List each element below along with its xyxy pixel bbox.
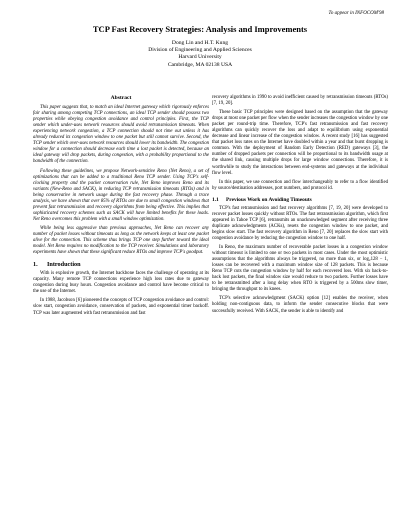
body-paragraph: TCP's selective acknowledgment (SACK) option [12] enables the receiver, when holding non-contiguous data, to inform the sender consecutive blocks that were successfully received. With SACK, the sender is able to identify and <box>212 296 388 314</box>
subsection-heading <box>212 197 388 203</box>
body-paragraph: recovery algorithms in 1990 to avoid inefficient caused by retransmission timeouts (RTOs) [7, 19, 20]. <box>212 95 388 107</box>
paper-title: TCP Fast Recovery Strategies: Analysis and Improvements <box>92 24 308 34</box>
affiliation-line: Harvard University <box>178 54 222 61</box>
affiliation-line: Division of Engineering and Applied Sciences <box>148 47 252 54</box>
body-paragraph: In this paper, we use connection and flow interchangeably to refer to a flow identified by source/destination addresses, port numbers, and protocol id. <box>212 179 388 191</box>
section-title: Introduction <box>47 261 81 269</box>
abstract-paragraph: This paper suggests that, to match an ideal Internet gateway which rigorously enforces fair sharing among competing TCP connections, an ideal TCP sender should possess two properties while obeying congestion avoidance and control principles. First, the TCP sender which under-uses network resources should avoid retransmission timeouts. When experiencing network congestion, a TCP connection should not time out unless it has already reduced its congestion window to one packet but still cannot survive. Second, the TCP sender which over-uses network resources should lower its bandwidth. The congestion window for a connection should decrease each time a lost packet is detected, because an ideal gateway will drop packets, during congestion, with a probability proportional to the bandwidth of the connection. <box>33 105 209 165</box>
subsection-title: Previous Work on Avoiding Timeouts <box>226 196 312 203</box>
body-paragraph: In Reno, the maximum number of recoverable packet losses in a congestion window without timeout is limited to one or two packets in most cases. Under the most optimistic assumptions that the algorithms always be triggered, no more than six, or log₂128 − 1, losses can be recovered with a maximum window size of 128 packets. This is because Reno TCP cuts the congestion window by half for each recovered loss. With six back-to-back lost packets, the final window size would reduce to two packets. Further losses have to be retransmitted after a long delay when RTO is triggered by a 500ms slow timer, bringing the throughput to its knees. <box>212 245 388 293</box>
venue-note: To appear in INFOCOM'98 <box>328 11 384 16</box>
right-column <box>212 95 388 318</box>
body-paragraph: With is explosive growth, the Internet backbone faces the challenge of operating at its capacity. Many remote TCP connections experience high loss rates due to gateway congestion during busy hours. Congestion avoidance and control have become critical to the use of the Internet. <box>33 271 209 295</box>
abstract <box>33 95 209 256</box>
body-paragraph: These basic TCP principles were designed based on the assumption that the gateway drops at most one packet per flow when the sender increases the congestion window by one packet per round-trip time. Therefore, TCP's fast retransmission and fast recovery algorithms can quickly recover the loss and adapt to equilibrium using exponential decrease and linear increase of the congestion window. A recent study [16] has suggested that packet loss rates on the Internet have doubled within a year and that burst dropping is common. With the deployment of Random Early Detection (RED) gateways [3], the number of dropped packets per connection will be proportional to its bandwidth usage at the shared link, causing multiple drops for large window connections. Therefore, it is worthwhile to study the interactions between end-systems and gateways at the individual flow level. <box>212 110 388 176</box>
abstract-paragraph: Following these guidelines, we propose Network-sensitive Reno (Net Reno), a set of optimizations that can be added to a traditional Reno TCP sender. Using TCP's self-clocking property and the packet conservation rule, Net Reno improves Reno and its variants (New-Reno and SACK), in reducing TCP retransmission timeouts (RTOs) and in being conservative in network usage during the fast recovery phase. Through a trace analysis, we have shown that over 85% of RTOs are due to small congestion windows that prevent fast retransmission and recovery algorithms from being effective. This implies that sophisticated recovery schemes such as SACK will have limited benefits for these loads. Net Reno overcomes this problem with a small window optimization. <box>33 168 209 222</box>
abstract-paragraph: While being less aggressive than previous approaches, Net Reno can recover any number of packet losses without timeouts as long as the network keeps at least one packet alive for the connection. This scheme thus brings TCP one step further toward the ideal model. Net Reno requires no modification to the TCP receiver. Simulations and laboratory experiments have shown that these significant reduce RTOs and improve TCP's goodput. <box>33 225 209 256</box>
affiliation-line: Cambridge, MA 02138 USA <box>167 61 233 68</box>
section-heading <box>33 262 209 268</box>
section-number: 1. <box>33 261 38 269</box>
abstract-heading: Abstract <box>110 95 132 101</box>
body-paragraph: TCP's fast retransmission and fast recovery algorithms [7, 19, 20] were developed to recover packet losses quickly without RTOs. The fast retransmission algorithm, which first appeared in Tahoe TCP [6], retransmits an unacknowledged segment after receiving three duplicate acknowledgments (ACKs), resets the congestion window to one packet, and begins slow start. The fast recovery algorithm in Reno [7, 20] replaces the slow start with congestion avoidance by reducing the congestion window to one half. <box>212 205 388 241</box>
left-column <box>33 95 209 320</box>
author-names: Dong Lin and H.T. Kung <box>171 40 229 46</box>
subsection-number: 1.1 <box>212 196 219 203</box>
body-paragraph: In 1988, Jacobson [6] pioneered the concepts of TCP congestion avoidance and control: slow start, congestion avoidance, conservation of packets, and exponential timer backoff. TCP was later augmented with fast retransmission and fast <box>33 298 209 316</box>
author-block <box>0 40 400 69</box>
